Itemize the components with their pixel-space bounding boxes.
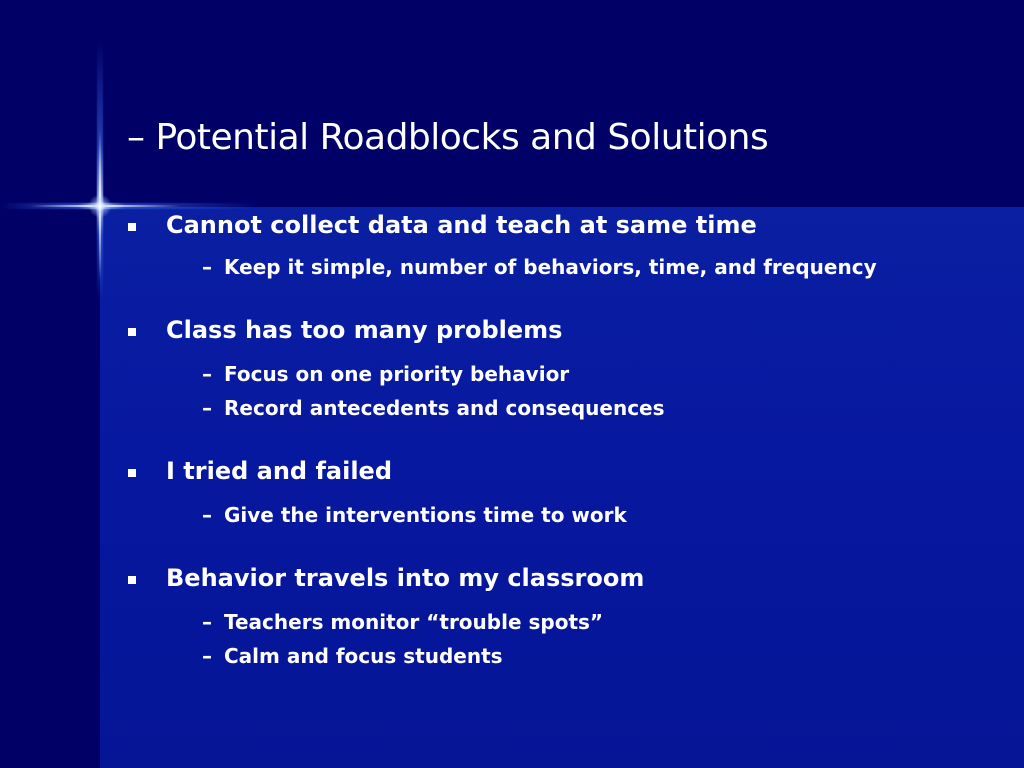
dash-marker: – [202, 610, 212, 634]
sub-list [202, 498, 998, 532]
dash-marker: – [202, 362, 212, 386]
sub-item [202, 498, 998, 532]
bullet-text: Behavior travels into my classroom [166, 564, 645, 592]
bullet-item [128, 454, 998, 488]
dash-marker: – [202, 644, 212, 668]
sub-text: Keep it simple, number of behaviors, time, and frequency [224, 255, 877, 279]
bullet-item [128, 208, 998, 242]
bullet-group [128, 208, 998, 284]
bullet-text: Class has too many problems [166, 316, 563, 344]
sparkle-glow [88, 194, 112, 218]
left-background-strip [0, 0, 100, 768]
bullet-group [128, 313, 998, 425]
sub-list [202, 250, 998, 284]
square-bullet-icon [128, 328, 136, 336]
dash-marker: – [202, 255, 212, 279]
square-bullet-icon [128, 469, 136, 477]
sub-text: Teachers monitor “trouble spots” [224, 610, 604, 634]
slide-title: – Potential Roadblocks and Solutions [127, 117, 769, 158]
sub-text: Focus on one priority behavior [224, 362, 570, 386]
sub-list [202, 605, 998, 673]
sub-list [202, 357, 998, 425]
square-bullet-icon [128, 223, 136, 231]
bullet-item [128, 561, 998, 595]
bullet-group [128, 454, 998, 532]
square-bullet-icon [128, 576, 136, 584]
sub-item [202, 391, 998, 425]
bullet-text: Cannot collect data and teach at same time [166, 211, 757, 239]
sub-item [202, 605, 998, 639]
sub-item [202, 639, 998, 673]
dash-marker: – [202, 396, 212, 420]
bullet-text: I tried and failed [166, 457, 392, 485]
sub-item [202, 357, 998, 391]
sub-text: Calm and focus students [224, 644, 503, 668]
bullet-item [128, 313, 998, 347]
sub-text: Record antecedents and consequences [224, 396, 665, 420]
dash-marker: – [202, 503, 212, 527]
sub-item [202, 250, 998, 284]
bullet-list [128, 208, 998, 702]
bullet-group [128, 561, 998, 673]
sub-text: Give the interventions time to work [224, 503, 627, 527]
